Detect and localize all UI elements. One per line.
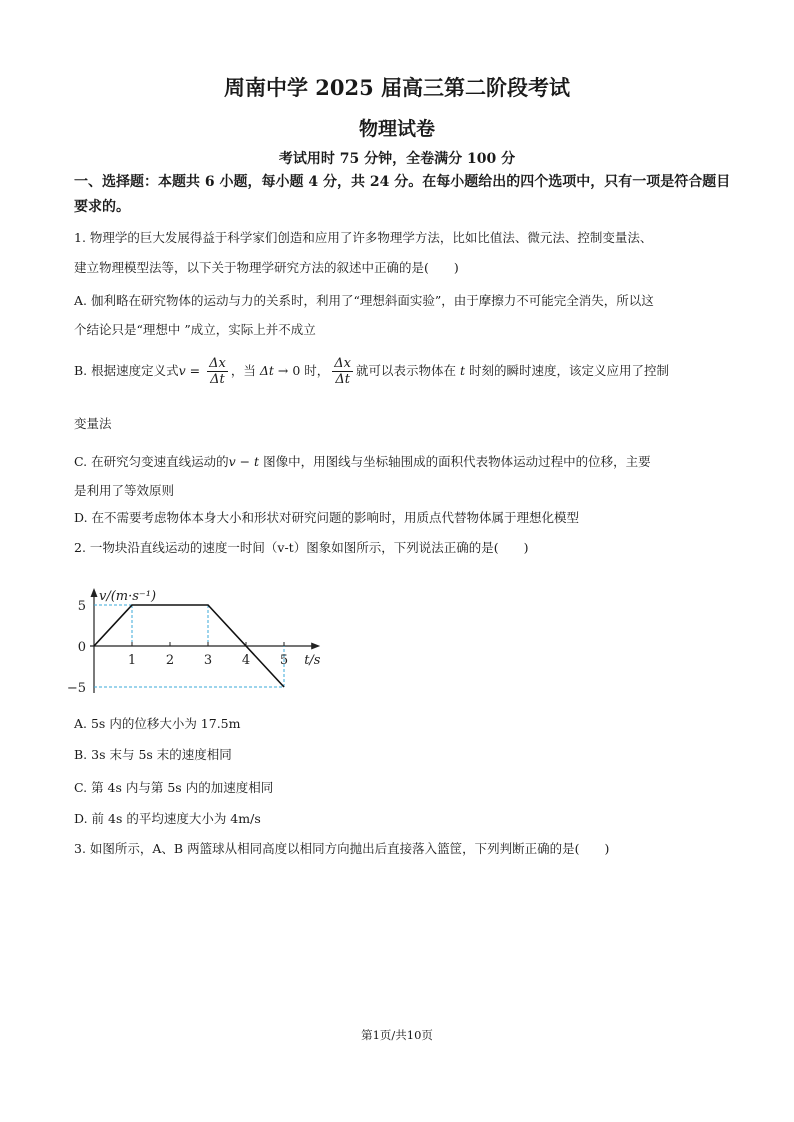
q1-b-fraction2-num: Δx — [334, 356, 351, 371]
section-heading: 一、选择题：本题共 6 小题，每小题 4 分，共 24 分。在每小题给出的四个选项中，只有一项是符合题目要求的。 — [74, 174, 731, 215]
x-tick-label-5: 5 — [279, 653, 289, 668]
q2-option-a: A. 5s 内的位移大小为 17.5m — [74, 716, 241, 731]
q1-stem-line1: 1. 物理学的巨大发展得益于科学家们创造和应用了许多物理学方法，比如比值法、微元法、控制变量法、 — [74, 230, 653, 245]
q1-b-prefix: B. 根据速度定义式 — [74, 363, 179, 378]
y-tick-label-2: −5 — [66, 681, 86, 696]
q1-b-mid2: 就可以表示物体在 — [356, 363, 460, 378]
q1-option-a-line1: A. 伽利略在研究物体的运动与力的关系时，利用了“理想斜面实验”，由于摩擦力不可能完全消失，所以这 — [74, 293, 654, 308]
q1-b-t: t — [459, 363, 466, 378]
q2-option-b: B. 3s 末与 5s 末的速度相同 — [74, 747, 232, 762]
q1-option-c-line1 — [74, 452, 651, 470]
q1-option-d: D. 在不需要考虑物体本身大小和形状对研究问题的影响时，用质点代替物体属于理想化模型 — [74, 510, 580, 525]
q1-b-tail: 时刻的瞬时速度，该定义应用了控制 — [465, 363, 669, 378]
q1-b-fraction-den: Δt — [210, 372, 225, 387]
q1-b-fraction2-den: Δt — [335, 372, 350, 387]
x-axis-arrow — [311, 643, 320, 650]
x-tick-label-2: 2 — [165, 653, 175, 668]
y-tick-label-0: 5 — [77, 599, 86, 614]
y-tick-label-1: 0 — [77, 640, 86, 655]
q1-option-b-line1 — [74, 356, 669, 387]
vt-graph — [66, 565, 344, 700]
y-axis-arrow — [91, 588, 98, 597]
q2-option-c: C. 第 4s 内与第 5s 内的加速度相同 — [74, 780, 274, 795]
subject-title: 物理试卷 — [358, 118, 435, 140]
exam-info: 考试用时 75 分钟，全卷满分 100 分 — [278, 151, 516, 167]
x-tick-label-3: 3 — [203, 653, 213, 668]
x-axis-label: t/s — [304, 653, 321, 668]
x-tick-label-4: 4 — [241, 653, 251, 668]
x-tick-label-1: 1 — [127, 653, 137, 668]
q1-b-dt: Δt — [259, 363, 274, 378]
q1-stem-line2: 建立物理模型法等，以下关于物理学研究方法的叙述中正确的是( ) — [74, 260, 459, 275]
q1-b-mid1: ，当 — [230, 363, 260, 378]
page-footer: 第1页/共10页 — [361, 1028, 433, 1042]
q1-b-v: v — [178, 363, 186, 378]
q1-b-fraction — [207, 356, 228, 387]
q1-b-arrow: → 0 时， — [273, 363, 330, 378]
q1-c-prefix: C. 在研究匀变速直线运动的 — [74, 454, 229, 469]
q1-c-tail: 图像中，用图线与坐标轴围成的面积代表物体运动过程中的位移，主要 — [259, 454, 651, 469]
q2-stem: 2. 一物块沿直线运动的速度一时间（v-t）图象如图所示，下列说法正确的是( ) — [74, 540, 529, 555]
exam-title: 周南中学 2025 届高三第二阶段考试 — [223, 75, 571, 100]
q1-c-vt: v − t — [228, 454, 260, 469]
q1-option-c-line2: 是利用了等效原则 — [74, 483, 175, 498]
q1-option-a-line2: 个结论只是“理想中 ”成立，实际上并不成立 — [74, 322, 316, 337]
y-axis-label: v/(m·s⁻¹) — [99, 589, 157, 604]
q1-option-b-line2: 变量法 — [74, 416, 112, 431]
q2-option-d: D. 前 4s 的平均速度大小为 4m/s — [74, 811, 261, 826]
q1-b-fraction-2 — [332, 356, 353, 387]
q1-b-eq: = — [185, 363, 205, 378]
q1-b-fraction-num: Δx — [209, 356, 226, 371]
q3-stem: 3. 如图所示，A、B 两篮球从相同高度以相同方向抛出后直接落入篮筐，下列判断正确的是( ) — [74, 841, 610, 856]
